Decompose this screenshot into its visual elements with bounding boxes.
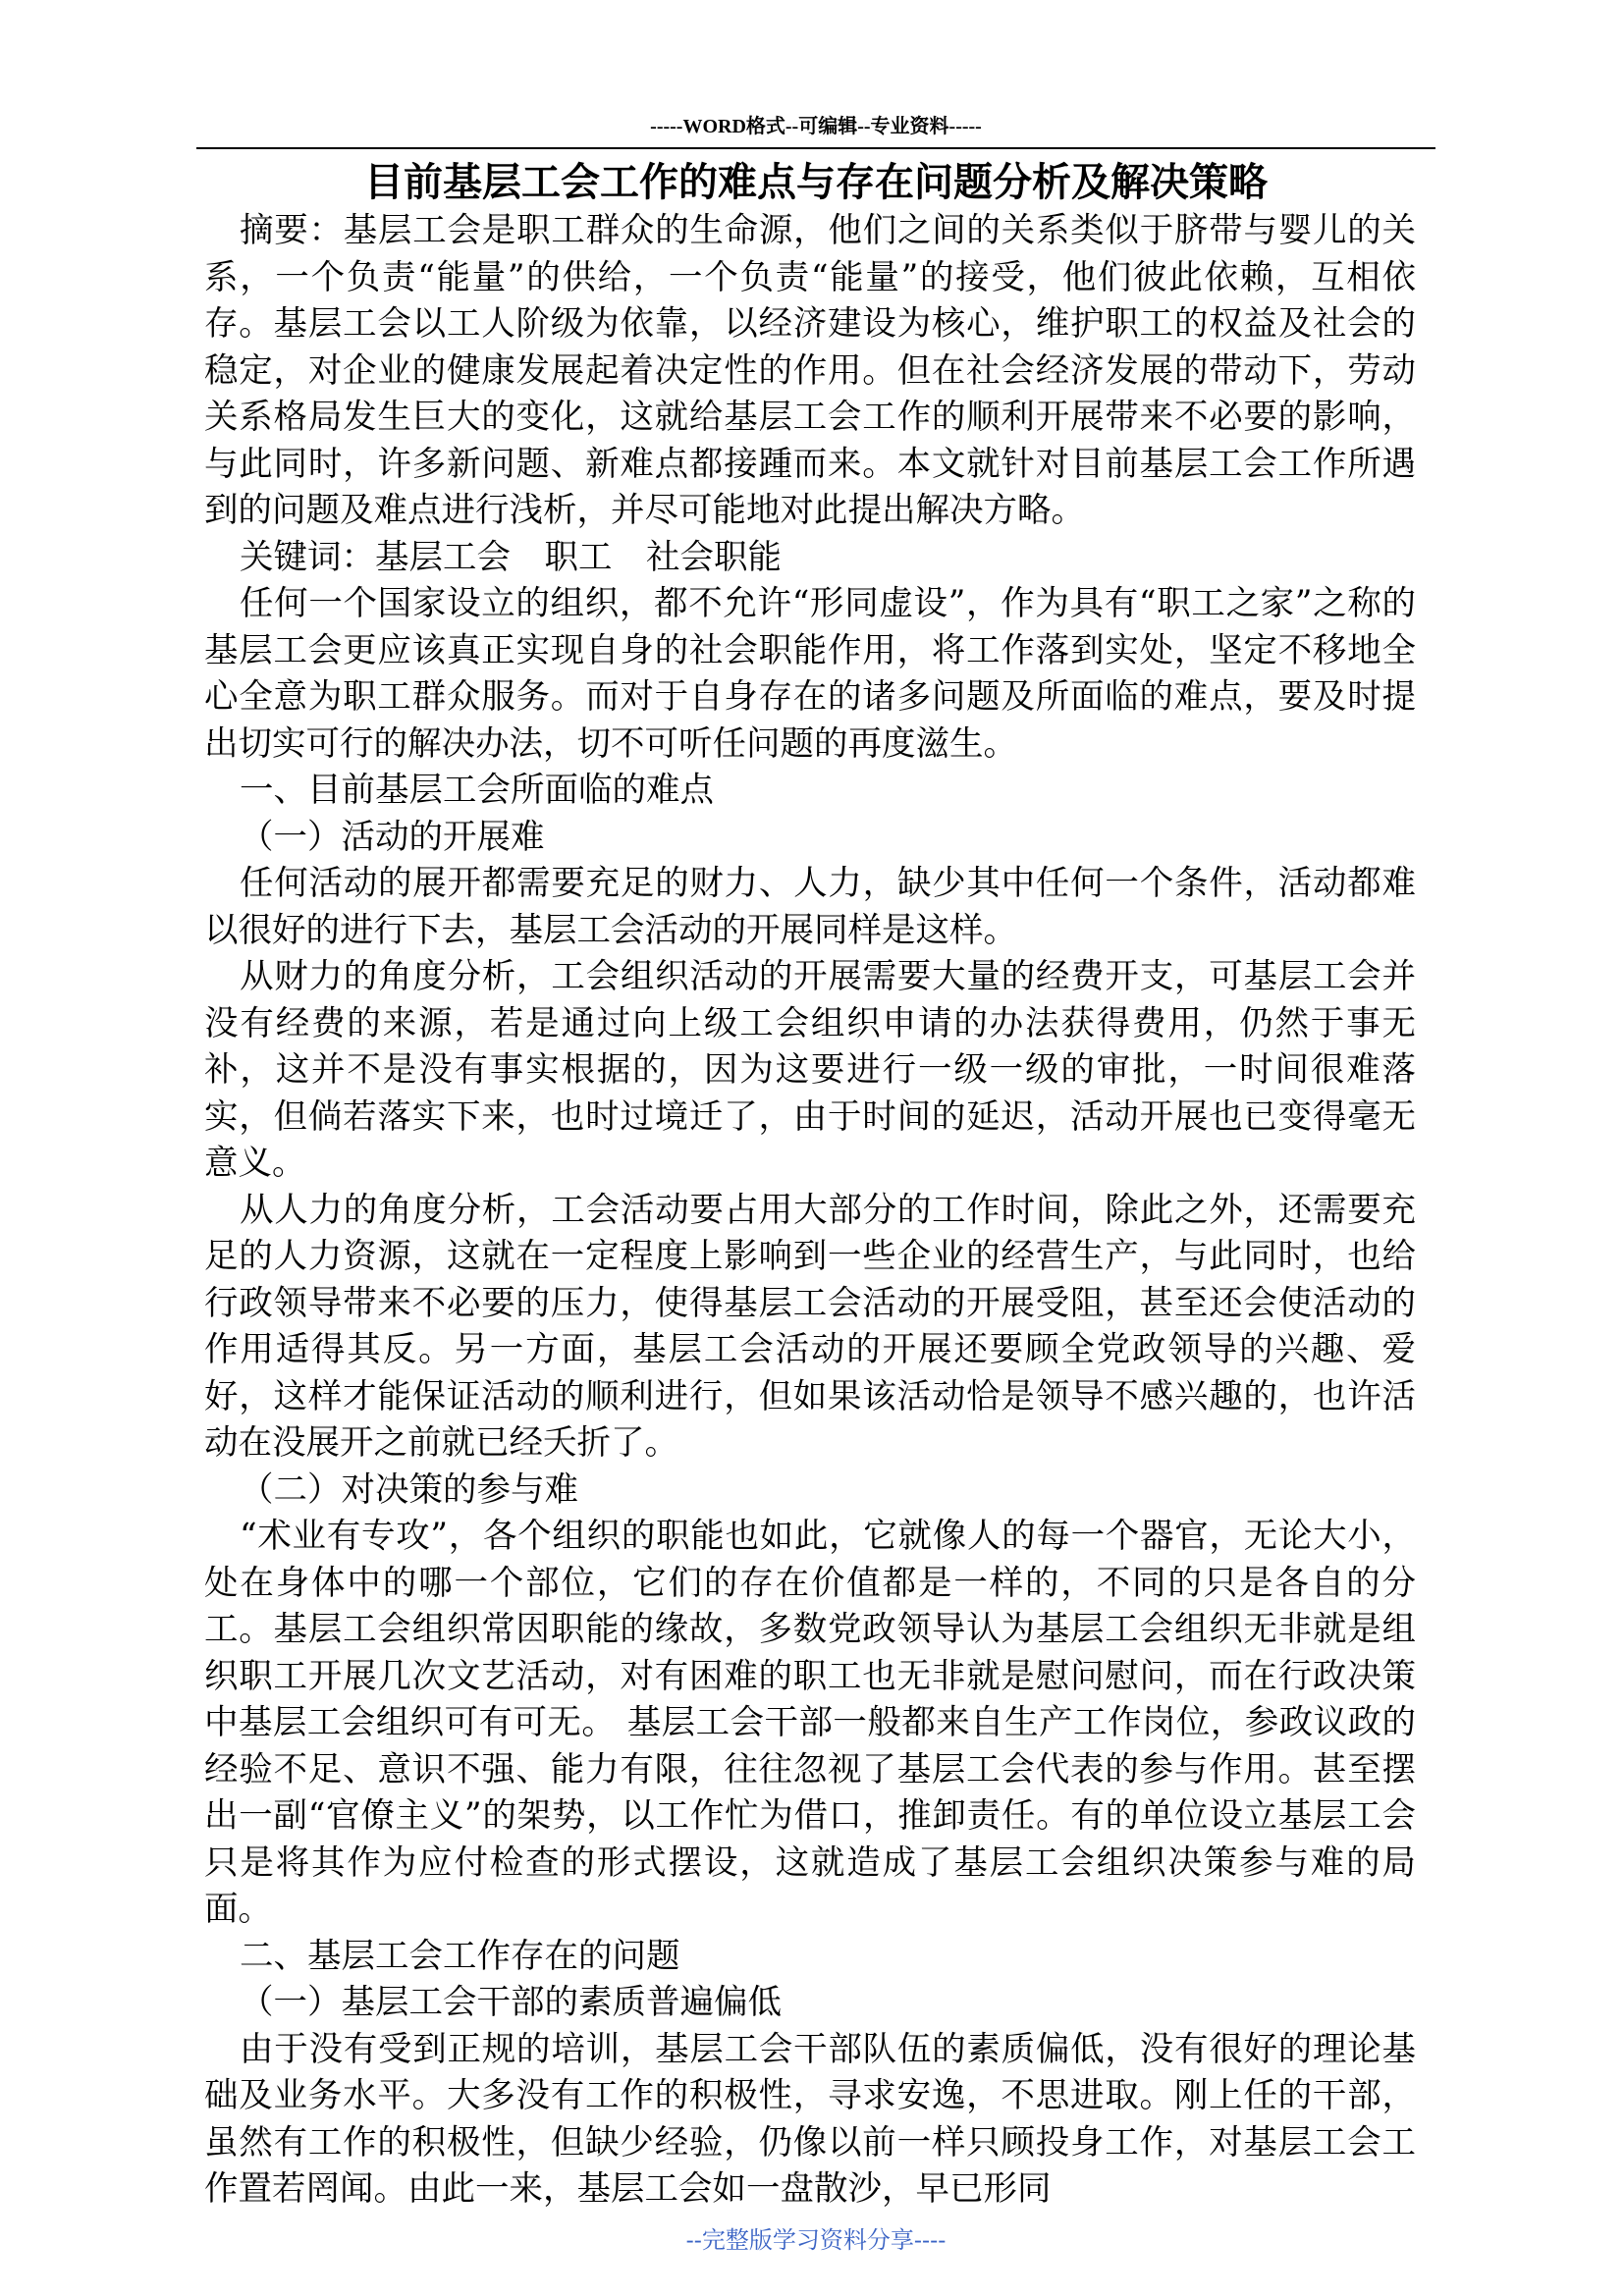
body-paragraph: 由于没有受到正规的培训，基层工会干部队伍的素质偏低，没有很好的理论基础及业务水平。大多没有工作的积极性，寻求安逸，不思进取。刚上任的干部，虽然有工作的积极性，但缺少经验，仍像以前一样只顾投身工作，对基层工会工作置若罔闻。由此一来，基层工会如一盘散沙，早已形同 — [204, 2029, 1416, 2209]
body-paragraph: 从财力的角度分析，工会组织活动的开展需要大量的经费开支，可基层工会并没有经费的来源，若是通过向上级工会组织申请的办法获得费用，仍然于事无补，这并不是没有事实根据的，因为这要进行一级一级的审批，一时间很难落实，但倘若落实下来，也时过境迁了，由于时间的延迟，活动开展也已变得毫无意义。 — [204, 957, 1416, 1183]
body-paragraph: 任何一个国家设立的组织，都不允许“形同虚设”，作为具有“职工之家”之称的基层工会更应该真正实现自身的社会职能作用，将工作落到实处，坚定不移地全心全意为职工群众服务。而对于自身存在的诸多问题及所面临的难点，要及时提出切实可行的解决办法，切不可听任问题的再度滋生。 — [204, 584, 1416, 764]
body-paragraph: “术业有专攻”，各个组织的职能也如此，它就像人的每一个器官，无论大小，处在身体中的哪一个部位，它们的存在价值都是一样的，不同的只是各自的分工。基层工会组织常因职能的缘故，多数党政领导认为基层工会组织无非就是组织职工开展几次文艺活动，对有困难的职工也无非就是慰问慰问，而在行政决策中基层工会组织可有可无。 基层工会干部一般都来自生产工作岗位，参政议政的经验不足、意识不强、能力有限，往往忽视了基层工会代表的参与作用。甚至摆出一副“官僚主义”的架势，以工作忙为借口，推卸责任。有的单位设立基层工会只是将其作为应付检查的形式摆设，这就造成了基层工会组织决策参与难的局面。 — [204, 1517, 1416, 1929]
abstract-paragraph: 摘要：基层工会是职工群众的生命源，他们之间的关系类似于脐带与婴儿的关系，一个负责“能量”的供给，一个负责“能量”的接受，他们彼此依赖，互相依存。基层工会以工人阶级为依靠，以经济建设为核心，维护职工的权益及社会的稳定，对企业的健康发展起着决定性的作用。但在社会经济发展的带动下，劳动关系格局发生巨大的变化，这就给基层工会工作的顺利开展带来不必要的影响，与此同时，许多新问题、新难点都接踵而来。本文就针对目前基层工会工作所遇到的问题及难点进行浅析，并尽可能地对此提出解决方略。 — [204, 211, 1416, 530]
body-paragraph: 任何活动的展开都需要充足的财力、人力，缺少其中任何一个条件，活动都难以很好的进行下去，基层工会活动的开展同样是这样。 — [204, 864, 1416, 950]
header-rule — [196, 147, 1435, 149]
subsection-heading: （一）活动的开展难 — [240, 817, 545, 857]
document-body — [204, 208, 1416, 2214]
section-heading: 二、基层工会工作存在的问题 — [240, 1936, 680, 1976]
page-footer: --完整版学习资料分享---- — [685, 2226, 947, 2254]
page-header: -----WORD格式--可编辑--专业资料----- — [650, 116, 982, 137]
keywords-line: 关键词：基层工会 职工 社会职能 — [240, 537, 782, 577]
body-paragraph: 从人力的角度分析，工会活动要占用大部分的工作时间，除此之外，还需要充足的人力资源，这就在一定程度上影响到一些企业的经营生产，与此同时，也给行政领导带来不必要的压力，使得基层工会活动的开展受阻，甚至还会使活动的作用适得其反。另一方面，基层工会活动的开展还要顾全党政领导的兴趣、爱好，这样才能保证活动的顺利进行，但如果该活动恰是领导不感兴趣的，也许活动在没展开之前就已经夭折了。 — [204, 1190, 1416, 1463]
document-title: 目前基层工会工作的难点与存在问题分析及解决策略 — [364, 159, 1268, 205]
section-heading: 一、目前基层工会所面临的难点 — [240, 771, 714, 810]
subsection-heading: （一）基层工会干部的素质普遍偏低 — [240, 1983, 782, 2022]
subsection-heading: （二）对决策的参与难 — [240, 1469, 578, 1510]
